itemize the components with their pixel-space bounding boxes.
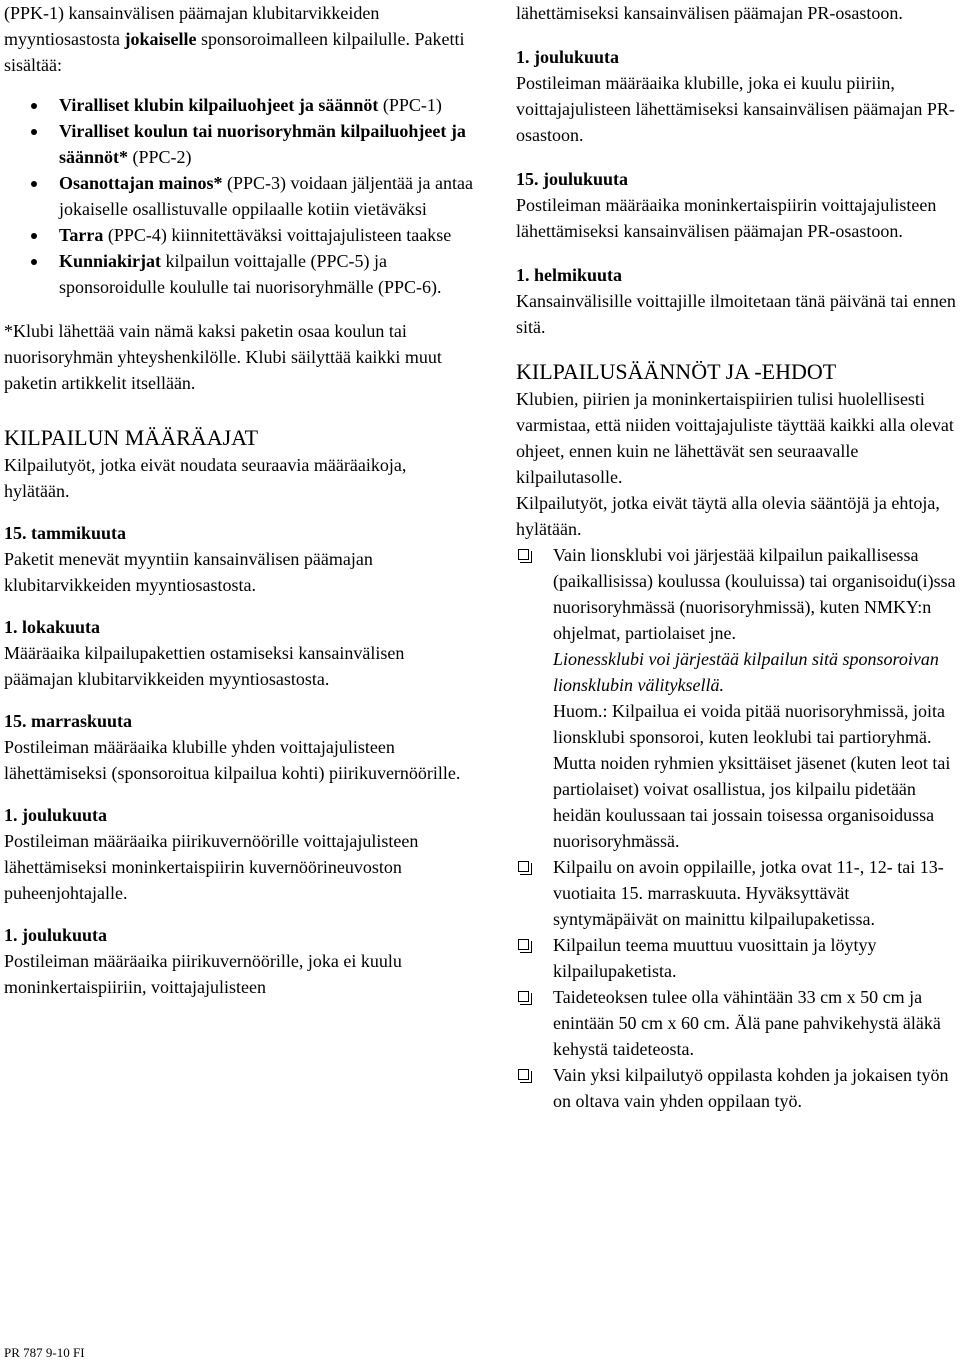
bullet-bold: Osanottajan mainos* xyxy=(59,173,223,193)
intro-rest: sponsoroimalleen kilpailulle. Paketti sisältää: xyxy=(4,29,465,75)
deadline-date: 15. joulukuuta xyxy=(516,169,629,189)
deadline-date: 1. joulukuuta xyxy=(516,47,620,67)
checkbox-bullet-icon xyxy=(518,1069,529,1080)
deadline-entry xyxy=(4,708,474,786)
bullet-bold: Viralliset koulun tai nuorisoryhmän kilpailuohjeet ja säännöt* xyxy=(59,121,466,167)
deadline-text: Postileiman määräaika klubille, joka ei kuulu piiriin, voittajajulisteen lähettämiseksi kansainvälisen päämajan PR-osastoon. xyxy=(516,73,955,145)
intro-paragraph xyxy=(4,0,474,78)
bullet-bold: Kunniakirjat xyxy=(59,251,162,271)
deadline-text: Kansainvälisille voittajille ilmoitetaan tänä päivänä tai ennen sitä. xyxy=(516,291,956,337)
bullet-icon xyxy=(31,129,37,135)
deadline-text: Postileiman määräaika moninkertaispiirin voittajajulisteen lähettämiseksi kansainvälisen päämajan PR-osastoon. xyxy=(516,195,937,241)
deadlines-heading: KILPAILUN MÄÄRÄAJAT xyxy=(4,425,259,450)
list-item xyxy=(516,932,958,984)
deadline-date: 1. helmikuuta xyxy=(516,265,623,285)
deadline-entry xyxy=(516,44,958,148)
rule-text: Kilpailun teema muuttuu vuosittain ja löytyy kilpailupaketista. xyxy=(553,935,877,981)
deadline-entry xyxy=(4,614,474,692)
package-contents-list xyxy=(4,92,474,300)
bullet-rest: (PPC-4) kiinnitettäväksi voittajajulisteen taakse xyxy=(103,225,452,245)
rules-intro-1: Klubien, piirien ja moninkertaispiirien tulisi huolellisesti varmistaa, että niiden voittajajuliste täyttää kaikki alla olevat ohjeet, ennen kuin ne lähettävät sen seuraavalle kilpailutasolle. xyxy=(516,389,954,487)
bullet-icon xyxy=(31,181,37,187)
deadlines-intro: Kilpailutyöt, jotka eivät noudata seuraavia määräaikoja, hylätään. xyxy=(4,455,407,501)
deadline-date: 1. lokakuuta xyxy=(4,617,101,637)
bullet-rest: (PPC-1) xyxy=(378,95,442,115)
deadline-text: Määräaika kilpailupakettien ostamiseksi kansainvälisen päämajan klubitarvikkeiden myyntiosastosta. xyxy=(4,643,405,689)
deadline-entry xyxy=(4,922,474,1000)
bullet-icon xyxy=(31,259,37,265)
deadline-date: 1. joulukuuta xyxy=(4,805,108,825)
deadline-text: Postileiman määräaika piirikuvernöörille voittajajulisteen lähettämiseksi moninkertaispiirin kuvernöörineuvoston puheenjohtajalle. xyxy=(4,831,419,903)
intro-bold: jokaiselle xyxy=(124,29,197,49)
deadline-date: 15. tammikuuta xyxy=(4,523,127,543)
bullet-rest: kilpailun voittajalle (PPC-5) ja sponsoroidulle koululle tai nuorisoryhmälle (PPC-6). xyxy=(59,251,442,297)
rule-italic: Lionessklubi voi järjestää kilpailun sitä sponsoroivan lionsklubin välityksellä. xyxy=(553,649,939,695)
right-column xyxy=(516,0,958,1114)
list-item xyxy=(4,222,474,248)
bullet-icon xyxy=(31,103,37,109)
rule-text: Vain lionsklubi voi järjestää kilpailun paikallisessa (paikallisissa) koulussa (kouluissa) tai organisoidu(i)ssa nuorisoryhmässä (nuorisoryhmissä), kuten NMKY:n ohjelmat, partiolaiset jne. xyxy=(553,545,956,643)
rules-intro-2: Kilpailutyöt, jotka eivät täytä alla olevia sääntöjä ja ehtoja, hylätään. xyxy=(516,493,940,539)
deadline-text: Postileiman määräaika piirikuvernöörille, joka ei kuulu moninkertaispiiriin, voittajajulisteen xyxy=(4,951,402,997)
rule-note: Huom.: Kilpailua ei voida pitää nuorisoryhmissä, joita lionsklubi sponsoroi, kuten leoklubi tai partioryhmä. Mutta noiden ryhmien yksittäiset jäsenet (kuten leot tai partiolaiset) voivat osallistua, jos kilpailu pidetään heidän koulussaan tai jossain toisessa organisoidussa nuorisoryhmässä. xyxy=(553,701,951,851)
rule-text: Taideteoksen tulee olla vähintään 33 cm x 50 cm ja enintään 50 cm x 60 cm. Älä pane pahvikehystä äläkä kehystä taideteosta. xyxy=(553,987,941,1059)
deadline-date: 1. joulukuuta xyxy=(4,925,108,945)
list-item xyxy=(4,170,474,222)
rules-list xyxy=(516,542,958,1114)
deadline-entry xyxy=(4,802,474,906)
list-item xyxy=(516,854,958,932)
deadline-entry xyxy=(516,166,958,244)
checkbox-bullet-icon xyxy=(518,939,529,950)
note-paragraph: *Klubi lähettää vain nämä kaksi paketin osaa koulun tai nuorisoryhmän yhteyshenkilölle. Klubi säilyttää kaikki muut paketin artikkelit itsellään. xyxy=(4,321,442,393)
list-item xyxy=(516,1062,958,1114)
bullet-bold: Viralliset klubin kilpailuohjeet ja säännöt xyxy=(59,95,379,115)
list-item xyxy=(516,542,958,854)
continuation-text: lähettämiseksi kansainvälisen päämajan PR-osastoon. xyxy=(516,3,903,23)
bullet-rest: (PPC-2) xyxy=(128,147,192,167)
bullet-rest: (PPC-3) voidaan jäljentää ja antaa jokaiselle osallistuvalle oppilaalle kotiin vietäväksi xyxy=(59,173,473,219)
rules-heading: KILPAILUSÄÄNNÖT JA -EHDOT xyxy=(516,359,837,384)
list-item xyxy=(4,92,474,118)
deadline-text: Postileiman määräaika klubille yhden voittajajulisteen lähettämiseksi (sponsoroitua kilpailua kohti) piirikuvernöörille. xyxy=(4,737,461,783)
deadline-date: 15. marraskuuta xyxy=(4,711,133,731)
intro-prefix: (PPK-1) kansainvälisen päämajan klubitarvikkeiden myyntiosastosta xyxy=(4,3,380,49)
rule-text: Vain yksi kilpailutyö oppilasta kohden ja jokaisen työn on oltava vain yhden oppilaan työ. xyxy=(553,1065,949,1111)
list-item xyxy=(4,118,474,170)
deadline-entry xyxy=(4,520,474,598)
deadline-entry xyxy=(516,262,958,340)
bullet-bold: Tarra xyxy=(59,225,104,245)
checkbox-bullet-icon xyxy=(518,549,529,560)
list-item xyxy=(4,248,474,300)
page-footer: PR 787 9-10 FI xyxy=(4,1345,85,1360)
bullet-icon xyxy=(31,233,37,239)
rule-text: Kilpailu on avoin oppilaille, jotka ovat 11-, 12- tai 13-vuotiaita 15. marraskuuta. Hyväksyttävät syntymäpäivät on mainittu kilpailupaketissa. xyxy=(553,857,944,929)
checkbox-bullet-icon xyxy=(518,991,529,1002)
left-column xyxy=(4,0,474,1014)
deadline-text: Paketit menevät myyntiin kansainvälisen päämajan klubitarvikkeiden myyntiosastosta. xyxy=(4,549,373,595)
list-item xyxy=(516,984,958,1062)
checkbox-bullet-icon xyxy=(518,861,529,872)
